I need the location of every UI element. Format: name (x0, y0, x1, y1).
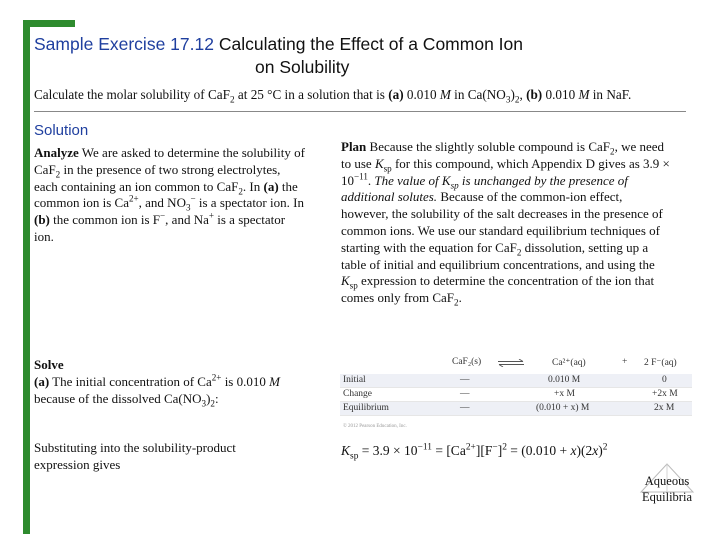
cell: 2x M (654, 403, 675, 413)
subscript: 2 (210, 398, 215, 409)
expr-text: )(2 (576, 443, 593, 458)
part-b-label: (b) (34, 212, 50, 228)
analyze-text: We are asked to determine the solubility of CaF (34, 145, 305, 177)
substituting-text: Substituting into the solubility-product expression gives (34, 440, 236, 472)
subscript: 3 (201, 398, 207, 409)
problem-text: in Ca(NO (450, 87, 506, 102)
row-label: Equilibrium (343, 403, 389, 413)
plan-text: , we need to use (341, 139, 665, 171)
plan-text: . (367, 172, 375, 188)
ice-rows (340, 374, 692, 416)
analyze-text: , and NO (138, 195, 186, 211)
chapter-logo[interactable] (637, 462, 697, 510)
cell: — (460, 375, 470, 385)
superscript: 2 (502, 442, 507, 453)
ksp-symbol: K (441, 172, 451, 188)
subscript: 2 (238, 186, 243, 197)
product-1: Ca²⁺(aq) (552, 358, 586, 368)
subscript: 2 (610, 146, 615, 157)
analyze-text: the common ion is Ca (34, 178, 298, 211)
subscript: 2 (514, 94, 520, 105)
part-b-label: (b) (526, 87, 543, 102)
solution-heading: Solution (34, 122, 89, 139)
plan-text: for this compound, which Appendix D gives as 3.9 × 10 (341, 155, 670, 188)
ice-row-equilibrium (340, 402, 692, 416)
superscript: + (208, 210, 214, 221)
superscript: − (492, 442, 498, 453)
problem-text: 0.010 (542, 87, 579, 102)
reactant: CaF₂(s) (452, 357, 482, 367)
row-label: Change (343, 389, 373, 399)
variable-x: x (570, 443, 577, 458)
superscript: 2 (602, 442, 608, 453)
copyright-footnote: © 2012 Pearson Education, Inc. (343, 424, 407, 429)
superscript: −11 (354, 171, 368, 182)
logo-line-1: Aqueous (644, 474, 690, 488)
superscript: − (190, 194, 196, 205)
expr-text: = 3.9 × 10 (358, 443, 418, 458)
plan-italic: is unchanged by the presence of additional solutes. (341, 172, 628, 205)
analyze-text: is a spectator ion. (34, 212, 286, 244)
subscript: 2 (55, 169, 61, 180)
product-2: 2 F⁻(aq) (644, 358, 677, 368)
problem-statement (34, 87, 704, 103)
problem-text: 0.010 (403, 87, 440, 102)
plan-italic: The value of (374, 172, 442, 188)
title-line-1: Calculating the Effect of a Common Ion (218, 34, 523, 54)
problem-text: ) (510, 87, 515, 102)
logo-text (637, 473, 697, 505)
subscript: 2 (454, 297, 459, 308)
plan-text: expression to determine the concentration of the ion that comes only from CaF (341, 273, 655, 306)
plus-sign: + (622, 357, 628, 367)
ice-table (340, 354, 692, 430)
subscript: sp (383, 163, 392, 174)
expr-text: = (0.010 + (506, 443, 571, 458)
solve-text: because of the dissolved Ca(NO (34, 390, 202, 406)
variable-x: x (592, 443, 599, 458)
slide-title (34, 33, 674, 79)
row-label: Initial (343, 375, 366, 385)
analyze-text: , and Na (165, 212, 209, 228)
ksp-symbol: K (341, 273, 350, 289)
subscript: sp (350, 451, 359, 462)
superscript: 2+ (128, 194, 139, 205)
ksp-symbol: K (341, 443, 351, 458)
solve-label: Solve (34, 357, 64, 372)
cell: — (460, 403, 470, 413)
superscript: − (160, 210, 166, 221)
analyze-paragraph (34, 145, 306, 246)
plan-paragraph (341, 139, 671, 307)
subscript: 3 (505, 94, 511, 105)
expr-text: ) (598, 443, 603, 458)
superscript: 2+ (211, 372, 222, 383)
cell: +x M (554, 389, 575, 399)
ksp-symbol: K (374, 155, 384, 171)
part-a-label: (a) (263, 178, 279, 194)
unit-molar: M (578, 87, 590, 102)
solve-text: The initial concentration of Ca (49, 373, 212, 389)
expr-text: = [Ca (431, 443, 466, 458)
subscript: 3 (185, 202, 191, 213)
ksp-expression (341, 442, 608, 462)
problem-text: at 25 °C in a solution that is (234, 87, 389, 102)
divider (34, 111, 686, 112)
cell: 0 (662, 375, 667, 385)
plan-text: Because of the common-ion effect, however, the solubility of the salt decreases in the presence of common ions. We use our standard equilibrium techniques of starting with the equation for CaF (341, 189, 663, 255)
exercise-number: Sample Exercise 17.12 (34, 34, 214, 54)
cell: — (460, 389, 470, 399)
title-line-2: on Solubility (255, 57, 350, 77)
part-a-label: (a) (34, 373, 50, 389)
problem-text: Calculate the molar solubility of CaF (34, 87, 230, 102)
solve-paragraph (34, 357, 324, 407)
equilibrium-equation (340, 354, 692, 372)
plan-text: dissolution, setting up a table of initial and equilibrium concentrations, and using the (341, 239, 655, 272)
plan-text: Because the slightly soluble compound is CaF (366, 139, 611, 154)
plan-label: Plan (341, 139, 367, 154)
ice-row-change (340, 388, 692, 402)
problem-text: , (519, 87, 527, 102)
unit-molar: M (439, 87, 451, 102)
subscript: sp (349, 280, 358, 291)
equilibrium-arrow-icon (498, 359, 524, 367)
problem-text: in NaF. (589, 87, 632, 102)
subscript: 2 (229, 94, 235, 105)
analyze-label: Analyze (34, 145, 79, 160)
analyze-text: in the presence of two strong electrolytes, each containing an ion common to CaF (34, 161, 281, 194)
expr-text: ][F (475, 443, 493, 458)
subscript: sp (450, 180, 459, 191)
analyze-text: the common ion is F (49, 212, 161, 228)
solve-text: ) (206, 390, 211, 406)
frame-bar-left (23, 20, 30, 534)
part-a-label: (a) (388, 87, 404, 102)
unit-molar: M (269, 373, 280, 389)
superscript: −11 (417, 442, 432, 453)
subscript: 2 (516, 247, 522, 258)
expr-text: ] (497, 443, 503, 458)
ice-row-initial (340, 374, 692, 388)
solve-text: : (214, 390, 219, 406)
superscript: 2+ (465, 442, 476, 453)
logo-line-2: Equilibria (642, 490, 692, 504)
cell: 0.010 M (548, 375, 581, 385)
solve-text: is 0.010 (221, 373, 270, 389)
analyze-text: . In (242, 178, 264, 194)
frame-bar-top (23, 20, 75, 27)
cell: (0.010 + x) M (536, 403, 590, 413)
plan-text: . (458, 290, 462, 306)
cell: +2x M (652, 389, 678, 399)
analyze-text: is a spectator ion. In (195, 195, 304, 211)
